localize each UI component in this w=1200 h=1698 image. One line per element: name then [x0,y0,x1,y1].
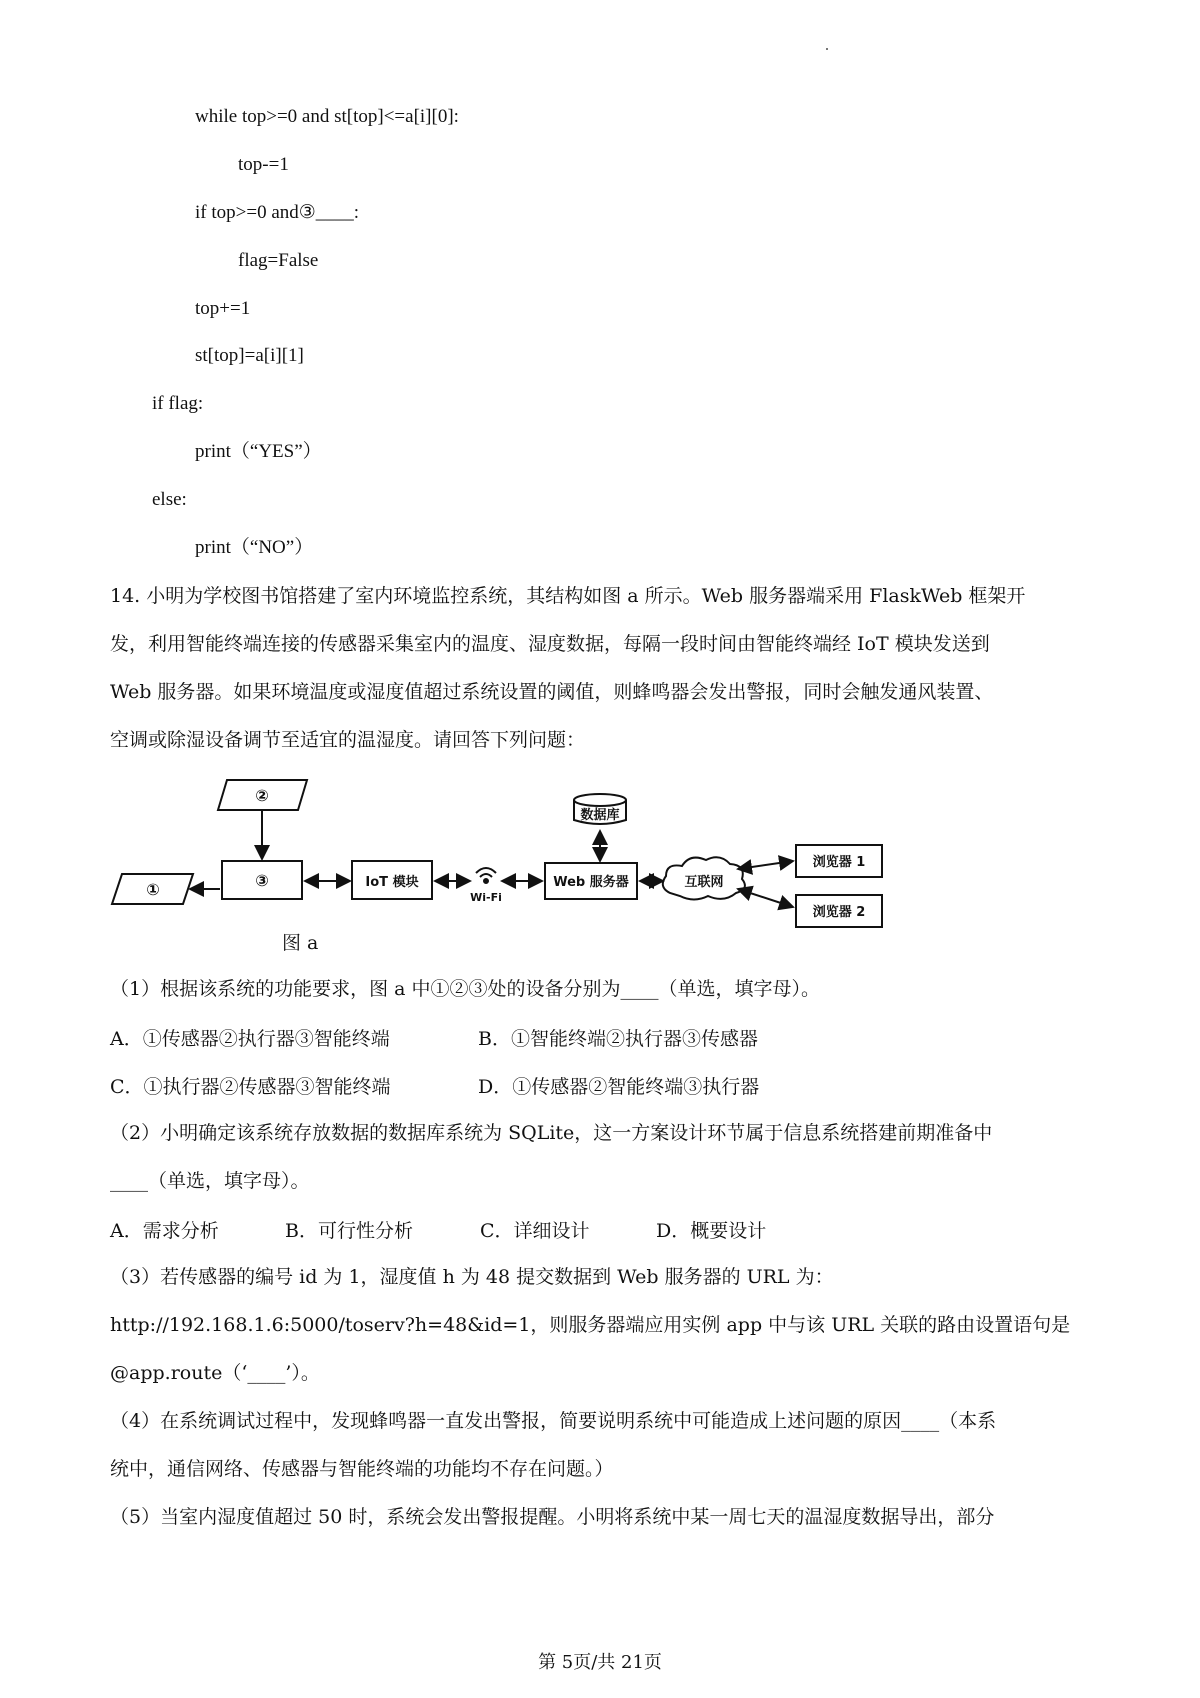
code-line-8: print（“YES”） [195,441,322,462]
sub4-question-line-1: （4）在系统调试过程中，发现蜂鸣器一直发出警报，简要说明系统中可能造成上述问题的原因____（本系 [110,1410,997,1432]
web-server-label: Web 服务器 [553,875,629,890]
sub1-option-c: C．①执行器②传感器③智能终端 [110,1076,391,1098]
internet-label: 互联网 [684,875,724,890]
sub1-option-b: B．①智能终端②执行器③传感器 [478,1028,758,1050]
code-line-5: top+=1 [195,298,251,319]
q14-line-3: Web 服务器。如果环境温度或湿度值超过系统设置的阈值，则蜂鸣器会发出警报，同时会触发通风装置、 [110,681,994,703]
device-2-label: ② [255,786,269,805]
page-footer: 第 5页/共 21页 [538,1652,662,1673]
sub5-question-line-1: （5）当室内湿度值超过 50 时，系统会发出警报提醒。小明将系统中某一周七天的温湿度数据导出，部分 [110,1506,995,1528]
device-3-label: ③ [255,871,269,890]
system-diagram [110,765,890,920]
wifi-label: Wi-Fi [470,891,502,904]
code-line-2: top-=1 [238,154,289,175]
question-14 [110,572,1100,764]
figure-caption: 图 a [282,932,319,954]
scan-dot [826,48,828,50]
q14-line-4: 空调或除湿设备调节至适宜的温湿度。请回答下列问题： [110,729,586,751]
sub3-question-line-1: （3）若传感器的编号 id 为 1，湿度值 h 为 48 提交数据到 Web 服务器的 URL 为： [110,1266,834,1288]
iot-module-label: IoT 模块 [365,875,419,890]
wifi-icon [476,868,496,883]
sub2-question-line-1: （2）小明确定该系统存放数据的数据库系统为 SQLite，这一方案设计环节属于信息系统搭建前期准备中 [110,1122,993,1144]
sub2-question-line-2: ____（单选，填字母）。 [110,1170,310,1192]
sub3-question-line-3: @app.route（‘____’）。 [110,1362,320,1384]
code-line-9: else: [152,489,187,510]
sub1-question: （1）根据该系统的功能要求，图 a 中①②③处的设备分别为____（单选，填字母）。 [110,978,820,1000]
sub2-option-c: C．详细设计 [480,1220,590,1242]
browser-2-label: 浏览器 2 [812,905,866,920]
code-line-3: if top>=0 and③____: [195,202,360,223]
sub3-question-line-2: http://192.168.1.6:5000/toserv?h=48&id=1，则服务器端应用实例 app 中与该 URL 关联的路由设置语句是 [110,1314,1071,1336]
browser-1-label: 浏览器 1 [812,855,866,870]
sub2-option-a: A．需求分析 [110,1220,219,1242]
code-line-1: while top>=0 and st[top]<=a[i][0]: [195,106,459,127]
q14-line-2: 发，利用智能终端连接的传感器采集室内的温度、湿度数据，每隔一段时间由智能终端经 IoT 模块发送到 [110,633,990,655]
database-label: 数据库 [580,808,620,823]
code-line-6: st[top]=a[i][1] [195,345,304,366]
sub1-option-d: D．①传感器②智能终端③执行器 [478,1076,760,1098]
q14-line-1: 14. 小明为学校图书馆搭建了室内环境监控系统，其结构如图 a 所示。Web 服务器端采用 FlaskWeb 框架开 [110,585,1026,607]
sub4-question-line-2: 统中，通信网络、传感器与智能终端的功能均不存在问题。） [110,1458,614,1480]
sub1-option-a: A．①传感器②执行器③智能终端 [110,1028,390,1050]
sub2-option-d: D．概要设计 [656,1220,767,1242]
device-1-label: ① [146,880,160,899]
sub2-option-b: B．可行性分析 [285,1220,413,1242]
code-line-4: flag=False [238,250,319,271]
code-line-10: print（“NO”） [195,537,314,558]
code-line-7: if flag: [152,393,204,414]
